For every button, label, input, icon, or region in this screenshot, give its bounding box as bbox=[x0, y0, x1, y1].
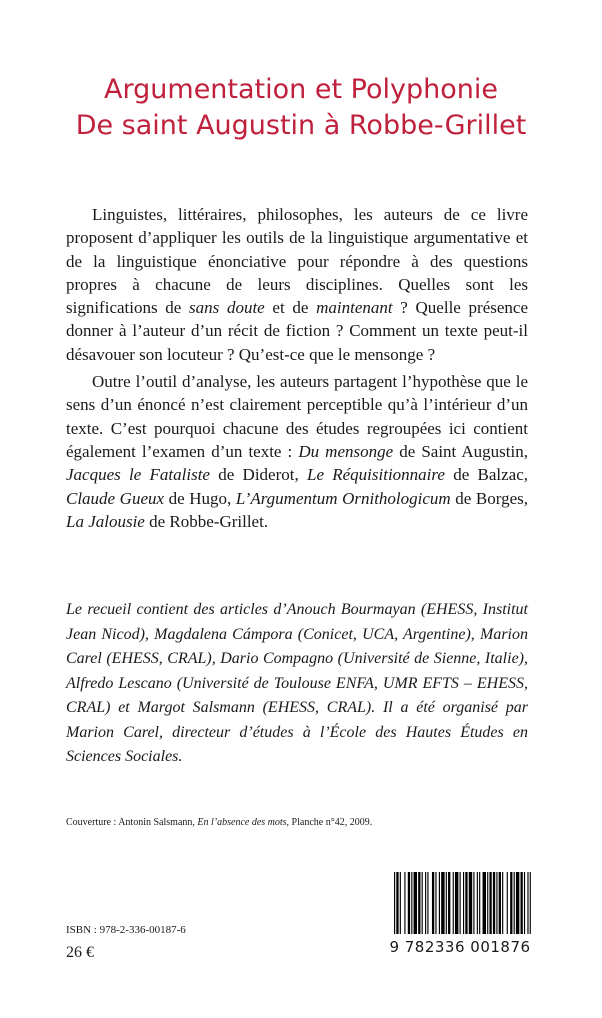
barcode-bar bbox=[394, 872, 395, 934]
barcode-bar bbox=[496, 872, 497, 934]
barcode-bar bbox=[487, 872, 488, 934]
barcode-bars-icon bbox=[382, 868, 538, 938]
p1-text-e: ? Quelle présence donner à l’auteur d’un récit de fiction ? Comment un texte peut-il désavouer son locuteur ? Qu’est-ce que le mensonge ? bbox=[66, 298, 528, 364]
book-title bbox=[0, 72, 602, 144]
barcode-bar bbox=[465, 872, 467, 934]
barcode-bar bbox=[514, 872, 515, 934]
barcode-bar bbox=[414, 872, 417, 934]
barcode-bar bbox=[502, 872, 503, 934]
cover-credit bbox=[66, 816, 528, 830]
barcode-bar bbox=[418, 872, 420, 934]
contributors-note: Le recueil contient des articles d’Anouch Bourmayan (EHESS, Institut Jean Nicod), Magdalena Cámpora (Conicet, UCA, Argentine), Marion Carel (EHESS, CRAL), Dario Compagno (Université de Sienne, Italie), Alfredo Lescano (Université de Toulouse ENFA, UMR EFTS – EHESS, CRAL) et Margot Salsmann (EHESS, CRAL). Il a été organisé par Marion Carel, directeur d’études à l’École des Hautes Études en Sciences Sociales. bbox=[66, 601, 528, 765]
cover-credit-a: Couverture : Antonin Salsmann, bbox=[66, 817, 198, 828]
barcode-digits: 9 782336 001876 bbox=[389, 938, 531, 956]
barcode-bar bbox=[396, 872, 398, 934]
barcode-bar bbox=[460, 872, 461, 934]
barcode-bar bbox=[510, 872, 512, 934]
price: 26 € bbox=[66, 944, 94, 961]
p1-italic-sans-doute: sans doute bbox=[189, 298, 265, 318]
barcode-bar bbox=[439, 872, 440, 934]
p1-text-a: Linguistes, littéraires, philosophes, les auteurs de ce livre proposent d’appliquer les outils de la linguistique argumentative et de la linguistique énonciative pour répondre à des questions propres à chacune de leurs disciplines. Quelles sont les significations de bbox=[66, 205, 528, 318]
p2-italic-jacques: Jacques le Fataliste bbox=[66, 465, 210, 485]
barcode-bar bbox=[425, 872, 426, 934]
p2-text-e: de Diderot, bbox=[209, 465, 307, 485]
title-line-1: Argumentation et Polyphonie bbox=[104, 74, 498, 105]
barcode-bar bbox=[507, 872, 508, 934]
cover-credit-title: En l’absence des mots bbox=[197, 817, 287, 828]
p2-text-m: de Robbe-Grillet. bbox=[144, 511, 269, 531]
barcode-bar bbox=[463, 872, 464, 934]
barcode-bar bbox=[446, 872, 447, 934]
p2-text-c: de Saint Augustin, bbox=[393, 441, 528, 461]
barcode-bar bbox=[530, 872, 531, 934]
barcode-bar bbox=[432, 872, 434, 934]
p2-italic-la-jalousie: La Jalousie bbox=[66, 511, 145, 531]
barcode-bar bbox=[400, 872, 401, 934]
barcode-bar bbox=[455, 872, 458, 934]
paragraph-2 bbox=[66, 370, 528, 533]
p2-italic-claude-gueux: Claude Gueux bbox=[66, 488, 165, 508]
title-line-2: De saint Augustin à Robbe-Grillet bbox=[75, 110, 527, 141]
barcode-bar bbox=[489, 872, 491, 934]
barcode-bar bbox=[479, 872, 480, 934]
barcode-bar bbox=[448, 872, 450, 934]
barcode-bar bbox=[404, 872, 405, 934]
barcode-bar bbox=[521, 872, 523, 934]
barcode-bar bbox=[516, 872, 519, 934]
cover-credit-c: , Planche n°42, 2009. bbox=[286, 817, 373, 828]
barcode-bar bbox=[422, 872, 423, 934]
barcode-bar bbox=[493, 872, 495, 934]
barcode-bar bbox=[524, 872, 525, 934]
barcode-bar bbox=[408, 872, 410, 934]
isbn: ISBN : 978-2-336-00187-6 bbox=[66, 924, 186, 936]
back-cover-text bbox=[66, 203, 528, 533]
barcode-bar bbox=[441, 872, 444, 934]
barcode-bar bbox=[477, 872, 478, 934]
p2-text-k: de Borges, bbox=[450, 488, 528, 508]
barcode-bar bbox=[435, 872, 436, 934]
barcode-bar bbox=[483, 872, 486, 934]
barcode-bar bbox=[499, 872, 501, 934]
p2-text-i: de Hugo, bbox=[164, 488, 236, 508]
barcode-bar bbox=[469, 872, 472, 934]
p2-text-a: Outre l’outil d’analyse, les auteurs partagent l’hypothèse que le sens d’un énoncé n’est clairement perceptible qu’à l’intérieur d’un texte. C’est pourquoi chacune des études regroupées ici contient également l’examen d’un texte : bbox=[66, 372, 528, 461]
barcode-bar bbox=[411, 872, 412, 934]
p1-italic-maintenant: maintenant bbox=[316, 298, 393, 318]
barcode-bar bbox=[453, 872, 454, 934]
barcode-bar bbox=[427, 872, 428, 934]
barcode-bar bbox=[473, 872, 474, 934]
p2-italic-requisitionnaire: Le Réquisitionnaire bbox=[306, 465, 445, 485]
barcode-bar bbox=[527, 872, 528, 934]
p2-italic-du-mensonge: Du mensonge bbox=[298, 441, 394, 461]
p2-text-g: de Balzac, bbox=[444, 465, 528, 485]
p2-italic-argumentum: L’Argumentum Ornithologicum bbox=[235, 488, 451, 508]
paragraph-1 bbox=[66, 203, 528, 366]
p1-text-c: et de bbox=[264, 298, 317, 318]
